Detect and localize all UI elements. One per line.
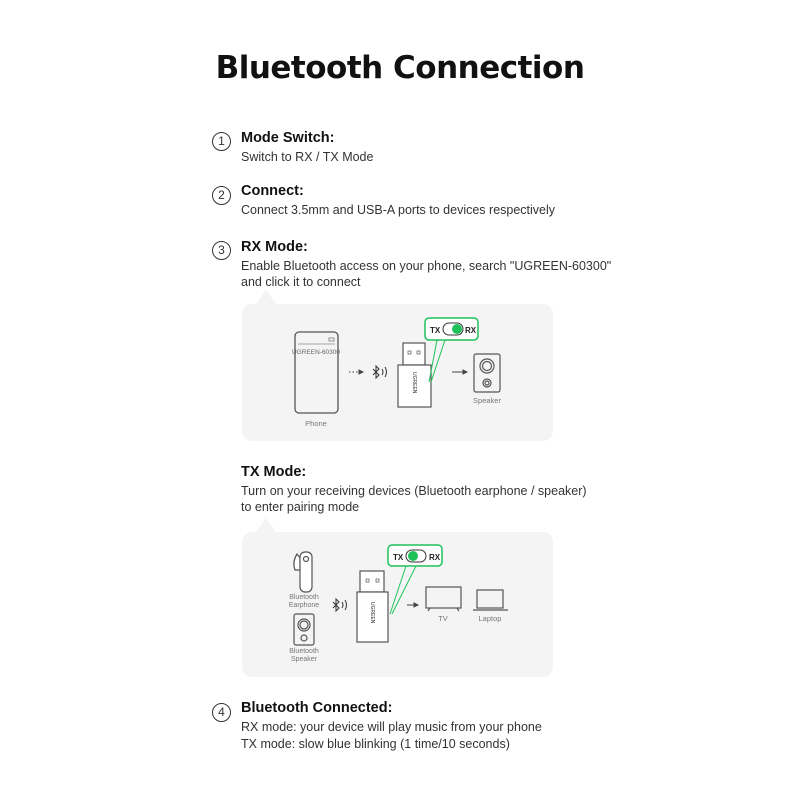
step-4-text-1: RX mode: your device will play music from your phone	[241, 720, 542, 734]
step-number-1: 1	[212, 132, 231, 151]
bluetooth-icon	[373, 366, 387, 378]
speaker-label-2: Speaker	[290, 656, 318, 663]
phone-label: Phone	[305, 419, 327, 428]
arrow-icon	[407, 603, 418, 607]
switch-label-rx: RX	[465, 326, 477, 335]
step-1-heading: Mode Switch:	[241, 130, 335, 146]
step-number-3: 3	[212, 241, 231, 260]
step-number-4: 4	[212, 703, 231, 722]
tx-mode-text-2: to enter pairing mode	[241, 500, 360, 514]
switch-label-rx: RX	[429, 553, 441, 562]
tv-icon	[426, 587, 461, 611]
usb-dongle-icon	[357, 571, 388, 642]
speaker-label: Speaker	[473, 396, 501, 405]
phone-icon	[295, 332, 338, 413]
speaker-icon	[474, 354, 500, 392]
bluetooth-icon	[333, 599, 347, 611]
switch-knob	[408, 551, 418, 561]
speaker-label-1: Bluetooth	[289, 648, 319, 655]
phone-screen-text: UGREEN-60300	[291, 349, 341, 356]
step-3-text-2: and click it to connect	[241, 275, 361, 289]
dongle-brand: UGREEN	[411, 372, 417, 394]
switch-label-tx: TX	[430, 326, 441, 335]
step-4-text-2: TX mode: slow blue blinking (1 time/10 seconds)	[241, 737, 510, 751]
arrow-icon	[452, 370, 467, 374]
tx-mode-text-1: Turn on your receiving devices (Bluetooth earphone / speaker)	[241, 484, 587, 498]
dongle-brand: UGREEN	[369, 602, 375, 624]
step-1-text: Switch to RX / TX Mode	[241, 150, 374, 164]
rx-mode-diagram	[242, 304, 553, 441]
step-2-heading: Connect:	[241, 183, 304, 199]
step-2-text: Connect 3.5mm and USB-A ports to devices respectively	[241, 203, 556, 217]
tx-mode-heading: TX Mode:	[241, 464, 307, 480]
usb-dongle-icon	[398, 343, 431, 407]
switch-knob	[452, 324, 462, 334]
laptop-label: Laptop	[478, 614, 502, 623]
earphone-label-1: Bluetooth	[289, 594, 319, 601]
tv-label: TV	[438, 614, 448, 623]
earphone-icon	[294, 552, 312, 592]
step-3-heading: RX Mode:	[241, 239, 308, 255]
page-title: Bluetooth Connection	[215, 50, 585, 86]
step-3-text-1: Enable Bluetooth access on your phone, search "UGREEN-60300"	[241, 259, 612, 273]
dotted-arrow-icon	[349, 370, 363, 374]
earphone-label-2: Earphone	[288, 602, 320, 609]
step-4-heading: Bluetooth Connected:	[241, 700, 393, 716]
laptop-icon	[473, 590, 508, 610]
bluetooth-speaker-icon	[294, 614, 314, 645]
step-number-2: 2	[212, 186, 231, 205]
switch-label-tx: TX	[393, 553, 404, 562]
tx-mode-diagram	[242, 532, 553, 677]
mode-switch-callout	[425, 318, 478, 382]
